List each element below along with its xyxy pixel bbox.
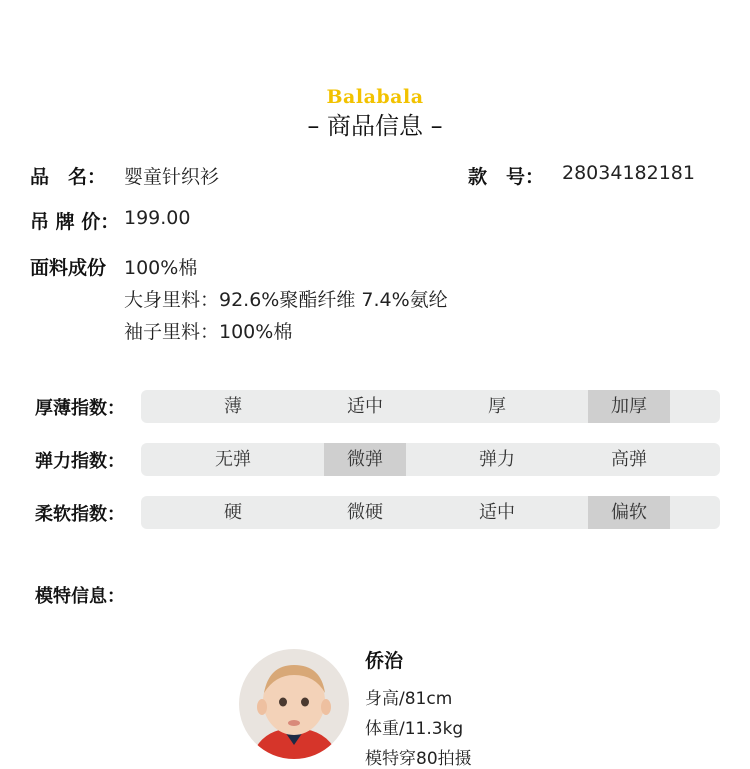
brand-logo: Balabala bbox=[326, 86, 424, 108]
scale-option-selected: 偏软 bbox=[588, 496, 670, 529]
scale-option-selected: 加厚 bbox=[588, 390, 670, 423]
style-number-label: 款 号： bbox=[468, 166, 545, 188]
tag-price-label: 吊 牌 价： bbox=[30, 211, 120, 233]
scale-bar bbox=[141, 496, 720, 529]
model-size-note: 模特穿80拍摄 bbox=[365, 749, 472, 769]
model-info-label: 模特信息： bbox=[35, 586, 125, 607]
fabric-line: 袖子里料：100%棉 bbox=[124, 321, 293, 343]
scale-option-selected: 微弹 bbox=[324, 443, 406, 476]
model-weight: 体重/11.3kg bbox=[365, 719, 464, 739]
scale-label: 弹力指数： bbox=[35, 451, 125, 472]
scale-option: 高弹 bbox=[611, 449, 647, 470]
model-avatar bbox=[239, 649, 349, 759]
fabric-line: 100%棉 bbox=[124, 257, 198, 279]
scale-bar bbox=[141, 443, 720, 476]
product-name-label: 品 名： bbox=[30, 166, 107, 188]
scale-option: 厚 bbox=[488, 396, 506, 417]
scale-option: 无弹 bbox=[215, 449, 251, 470]
scale-option: 硬 bbox=[224, 502, 242, 523]
section-title: – 商品信息 – bbox=[307, 112, 443, 140]
fabric-label: 面料成份 bbox=[30, 257, 107, 279]
scale-option: 薄 bbox=[224, 396, 242, 417]
scale-option: 适中 bbox=[479, 502, 515, 523]
fabric-line: 大身里料：92.6%聚酯纤维 7.4%氨纶 bbox=[124, 289, 448, 311]
model-name: 侨治 bbox=[365, 650, 404, 672]
scale-option: 适中 bbox=[347, 396, 383, 417]
style-number-value: 28034182181 bbox=[562, 162, 695, 184]
model-height: 身高/81cm bbox=[365, 689, 453, 709]
product-name-value: 婴童针织衫 bbox=[124, 166, 220, 188]
tag-price-value: 199.00 bbox=[124, 207, 191, 229]
scale-label: 厚薄指数： bbox=[35, 398, 125, 419]
model-photo bbox=[239, 649, 349, 759]
scale-option: 弹力 bbox=[479, 449, 515, 470]
scale-label: 柔软指数： bbox=[35, 504, 125, 525]
scale-bar bbox=[141, 390, 720, 423]
scale-option: 微硬 bbox=[347, 502, 383, 523]
